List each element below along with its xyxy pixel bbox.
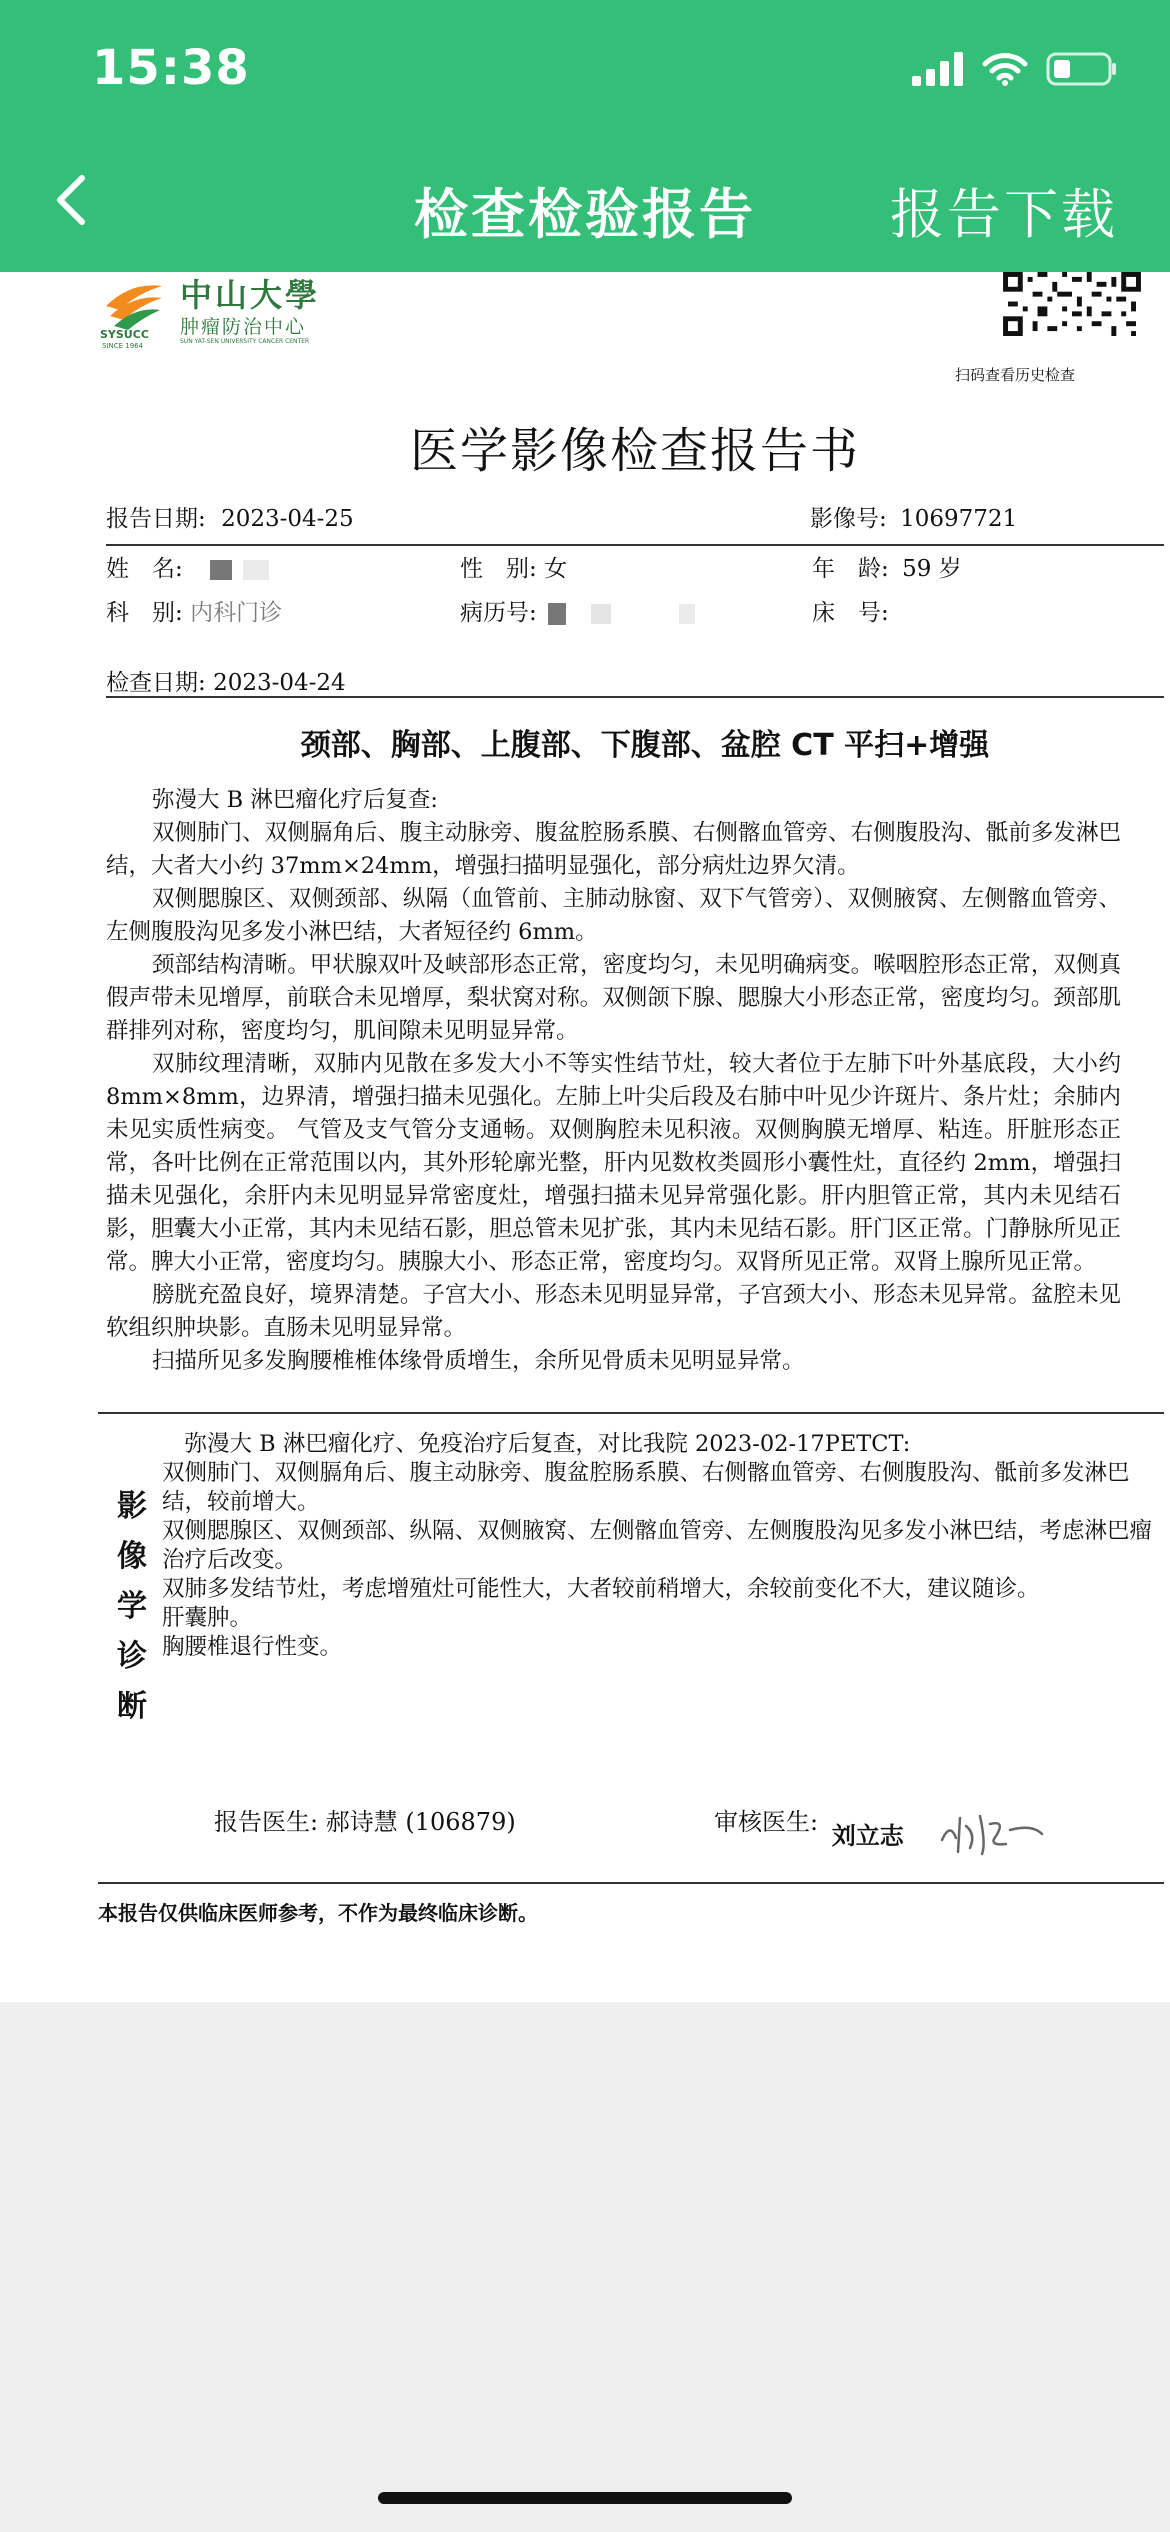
image-number-label: 影像号:	[810, 506, 887, 532]
diagnosis-line: 弥漫大 B 淋巴瘤化疗、免疫治疗后复查，对比我院 2023-02-17PETCT:	[162, 1431, 911, 1457]
diagnosis-line: 胸腰椎退行性变。	[162, 1634, 343, 1660]
battery-icon	[1046, 52, 1118, 86]
status-icons	[912, 52, 1118, 86]
findings-paragraph: 双侧肺门、双侧膈角后、腹主动脉旁、腹盆腔肠系膜、右侧髂血管旁、右侧腹股沟、骶前多发淋巴结，大者大小约 37mm×24mm，增强扫描明显强化，部分病灶边界欠清。	[106, 820, 1121, 879]
reviewing-doctor-label: 审核医生:	[714, 1808, 819, 1836]
bed-number-label: 床 号:	[812, 600, 889, 626]
image-number-field	[810, 500, 1017, 533]
institution-since: SINCE 1964	[102, 342, 144, 350]
department-value: 内科门诊	[190, 600, 283, 626]
department-label: 科 别:	[106, 600, 183, 626]
app-header	[0, 0, 1170, 272]
findings-paragraph: 扫描所见多发胸腰椎椎体缘骨质增生，余所见骨质未见明显异常。	[152, 1348, 805, 1374]
department-field	[106, 594, 282, 627]
diagnosis-line: 双侧腮腺区、双侧颈部、纵隔、双侧腋窝、左侧髂血管旁、左侧腹股沟见多发小淋巴结，考虑淋巴瘤治疗后改变。	[162, 1518, 1153, 1573]
redacted-record-number	[591, 604, 611, 624]
findings-paragraph: 膀胱充盈良好，境界清楚。子宫大小、形态未见明显异常，子宫颈大小、形态未见异常。盆腔未见软组织肿块影。直肠未见明显异常。	[106, 1282, 1121, 1341]
reporting-doctor-label: 报告医生:	[214, 1808, 319, 1836]
wifi-icon	[982, 52, 1028, 86]
report-download-button[interactable]: 报告下载	[890, 183, 1118, 246]
findings-paragraph: 双侧腮腺区、双侧颈部、纵隔（血管前、主肺动脉窗、双下气管旁）、双侧腋窝、左侧髂血管旁、左侧腹股沟见多发小淋巴结，大者短径约 6mm。	[106, 886, 1121, 945]
patient-name-field	[106, 550, 269, 583]
exam-date-label: 检查日期:	[106, 670, 206, 696]
report-date-label: 报告日期:	[106, 506, 206, 532]
home-indicator[interactable]	[378, 2492, 792, 2504]
reporting-doctor-field	[214, 1802, 516, 1837]
report-document	[0, 272, 1170, 2002]
redacted-name	[243, 560, 269, 580]
divider	[98, 1882, 1164, 1884]
record-number-label: 病历号:	[460, 600, 537, 626]
qr-caption: 扫码查看历史检查	[955, 366, 1076, 384]
document-title: 医学影像检查报告书	[409, 423, 860, 479]
divider	[98, 1412, 1164, 1414]
reviewing-doctor-field	[714, 1802, 904, 1850]
divider	[106, 696, 1164, 698]
diagnosis-line: 肝囊肿。	[162, 1605, 253, 1631]
diagnosis-line: 双肺多发结节灶，考虑增殖灶可能性大，大者较前稍增大，余较前变化不大，建议随诊。	[162, 1576, 1040, 1602]
record-number-field	[460, 594, 695, 627]
findings-paragraph: 弥漫大 B 淋巴瘤化疗后复查:	[152, 787, 438, 813]
report-date-value: 2023-04-25	[221, 506, 354, 532]
status-time: 15:38	[92, 40, 250, 96]
exam-title: 颈部、胸部、上腹部、下腹部、盆腔 CT 平扫+增强	[300, 728, 990, 763]
bed-number-field	[812, 594, 889, 627]
institution-english: SUN YAT-SEN UNIVERSITY CANCER CENTER	[180, 338, 310, 345]
signature-mark	[936, 1804, 1048, 1864]
exam-date-field	[106, 664, 346, 697]
reporting-doctor-name: 郝诗慧 (106879)	[325, 1808, 516, 1836]
page-title: 检查检验报告	[414, 183, 756, 246]
findings-paragraph: 双肺纹理清晰，双肺内见散在多发大小不等实性结节灶，较大者位于左肺下叶外基底段，大小约 8mm×8mm，边界清，增强扫描未见强化。左肺上叶尖后段及右肺中叶见少许斑片、条片灶；余肺内未见实质性病变。 气管及支气管分支通畅。双侧胸腔未见积液。双侧胸膜无增厚、粘连。肝脏形态正常，各叶比例在正常范围以内，其外形轮廓光整，肝内见数枚类圆形小囊性灶，直径约 2mm，增强扫描未见强化，余肝内未见明显异常密度灶，增强扫描未见异常强化影。肝内胆管正常，其内未见结石影，胆囊大小正常，其内未见结石影，胆总管未见扩张，其内未见结石影。肝门区正常。门静脉所见正常。脾大小正常，密度均匀。胰腺大小、形态正常，密度均匀。双肾所见正常。双肾上腺所见正常。	[106, 1051, 1121, 1275]
redacted-record-number	[679, 604, 695, 624]
diagnosis-label: 影像学诊断	[117, 1489, 147, 1724]
reviewing-doctor-name: 刘立志	[831, 1822, 904, 1850]
gender-label: 性 别:	[460, 556, 537, 582]
redacted-name	[210, 560, 232, 580]
institution-dept: 肿瘤防治中心	[180, 316, 307, 338]
report-date-field	[106, 500, 354, 533]
gender-value: 女	[544, 556, 568, 582]
disclaimer: 本报告仅供临床医师参考，不作为最终临床诊断。	[98, 1901, 538, 1925]
institution-name: 中山大學	[180, 276, 321, 314]
findings-paragraph: 颈部结构清晰。甲状腺双叶及峡部形态正常，密度均匀，未见明确病变。喉咽腔形态正常，双侧真假声带未见增厚，前联合未见增厚，梨状窝对称。双侧颌下腺、腮腺大小形态正常，密度均匀。颈部肌群排列对称，密度均匀，肌间隙未见明显异常。	[106, 952, 1121, 1044]
age-value: 59 岁	[902, 556, 962, 582]
institution-logo	[100, 272, 340, 352]
patient-name-label: 姓 名:	[106, 556, 183, 582]
age-field	[812, 550, 962, 583]
qr-code[interactable]	[1002, 272, 1142, 336]
cellular-signal-icon	[912, 52, 964, 86]
diagnosis-section	[162, 1430, 1162, 1662]
image-number-value: 10697721	[900, 506, 1018, 532]
diagnosis-line: 双侧肺门、双侧膈角后、腹主动脉旁、腹盆腔肠系膜、右侧髂血管旁、右侧腹股沟、骶前多发淋巴结，较前增大。	[162, 1460, 1130, 1515]
institution-abbr: SYSUCC	[100, 328, 149, 341]
divider	[106, 544, 1164, 546]
redacted-record-number	[548, 603, 566, 625]
gender-field	[460, 550, 567, 583]
exam-date-value: 2023-04-24	[213, 670, 346, 696]
age-label: 年 龄:	[812, 556, 889, 582]
findings-section	[106, 784, 1121, 1378]
